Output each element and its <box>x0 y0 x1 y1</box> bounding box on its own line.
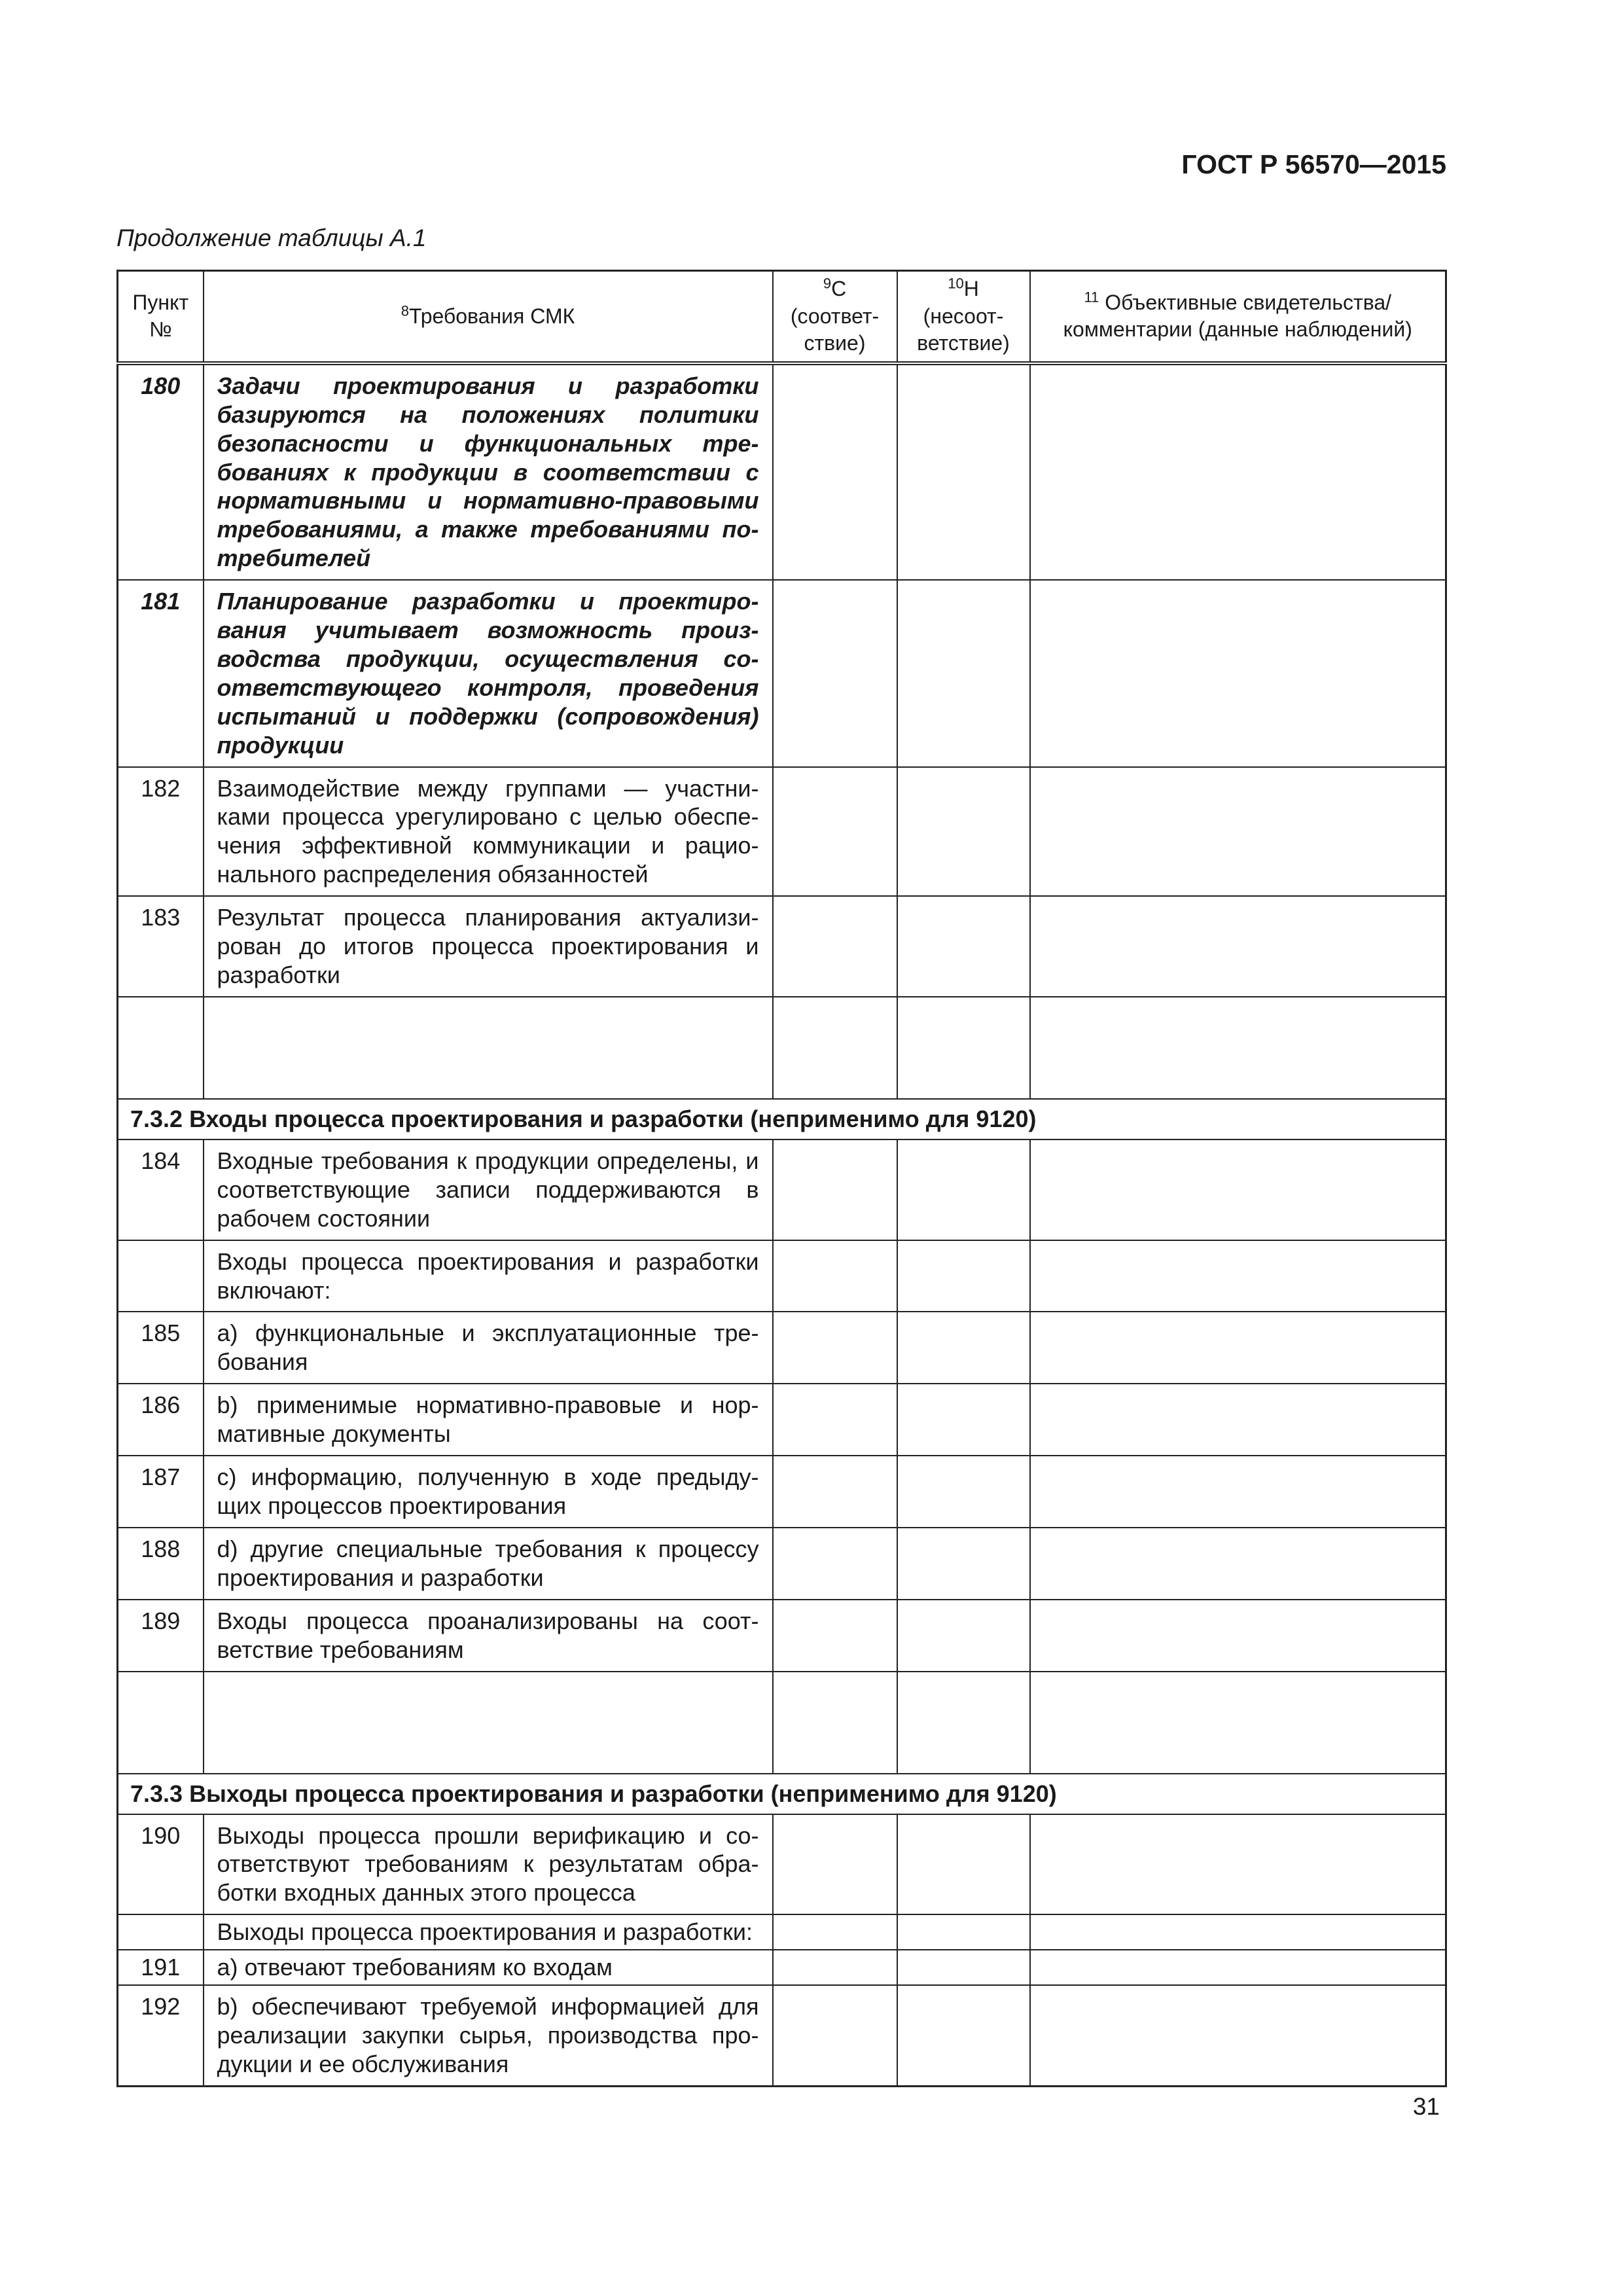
item-number: 189 <box>118 1600 204 1672</box>
nonconformity-cell[interactable] <box>897 997 1030 1099</box>
table-row <box>118 1914 1446 1950</box>
item-number: 180 <box>118 363 204 580</box>
section-heading: 7.3.3 Выходы процесса проектирования и разработки (неприменимо для 9120) <box>118 1774 1446 1814</box>
page-number: 31 <box>1412 2093 1440 2120</box>
evidence-cell[interactable] <box>1030 1456 1446 1528</box>
nonconformity-cell[interactable] <box>897 1139 1030 1240</box>
table-row <box>118 767 1446 897</box>
nonconformity-cell[interactable] <box>897 896 1030 997</box>
blank-cell <box>204 997 773 1099</box>
item-number: 186 <box>118 1384 204 1456</box>
blank-cell <box>118 997 204 1099</box>
evidence-cell[interactable] <box>1030 1240 1446 1312</box>
requirement-text: b) применимые нормативно-правовые и нор- мативные документы <box>204 1384 773 1456</box>
header-objective-evidence: $^{11}$ Объективные свидетельства/ комментарии (данные наблюдений) <box>1030 271 1446 363</box>
evidence-cell[interactable] <box>1030 580 1446 766</box>
document-code: ГОСТ Р 56570—2015 <box>1181 149 1446 179</box>
table-row <box>118 1950 1446 1985</box>
conformity-cell[interactable] <box>773 1600 897 1672</box>
evidence-cell[interactable] <box>1030 1384 1446 1456</box>
conformity-cell[interactable] <box>773 363 897 580</box>
nonconformity-cell[interactable] <box>897 1312 1030 1384</box>
nonconformity-cell[interactable] <box>897 580 1030 766</box>
evidence-cell[interactable] <box>1030 1914 1446 1950</box>
conformity-cell[interactable] <box>773 997 897 1099</box>
conformity-cell[interactable] <box>773 1240 897 1312</box>
item-number: 184 <box>118 1139 204 1240</box>
conformity-cell[interactable] <box>773 1672 897 1774</box>
evidence-cell[interactable] <box>1030 896 1446 997</box>
header-item-number: Пункт № <box>118 271 204 363</box>
conformity-cell[interactable] <box>773 767 897 897</box>
evidence-cell[interactable] <box>1030 1950 1446 1985</box>
section-heading-row <box>118 1774 1446 1814</box>
evidence-cell[interactable] <box>1030 997 1446 1099</box>
nonconformity-cell[interactable] <box>897 1528 1030 1600</box>
nonconformity-cell[interactable] <box>897 1914 1030 1950</box>
requirement-text: Взаимодействие между группами — участни- ками процесса урегулировано с целью обеспе- чения эффективной коммуникации и рацио- нального распределения обязанностей <box>204 767 773 897</box>
nonconformity-cell[interactable] <box>897 1456 1030 1528</box>
requirement-text: Результат процесса планирования актуализи- рован до итогов процесса проектирования и разработки <box>204 896 773 997</box>
requirement-text: c) информацию, полученную в ходе предыду- щих процессов проектирования <box>204 1456 773 1528</box>
table-row <box>118 1985 1446 2086</box>
item-number: 192 <box>118 1985 204 2086</box>
evidence-cell[interactable] <box>1030 1528 1446 1600</box>
table-row <box>118 1240 1446 1312</box>
conformity-cell[interactable] <box>773 1312 897 1384</box>
evidence-cell[interactable] <box>1030 1814 1446 1915</box>
blank-cell <box>204 1672 773 1774</box>
requirement-intro: Выходы процесса проектирования и разработки: <box>204 1914 773 1950</box>
evidence-cell[interactable] <box>1030 1672 1446 1774</box>
conformity-cell[interactable] <box>773 1528 897 1600</box>
conformity-cell[interactable] <box>773 1139 897 1240</box>
blank-cell <box>118 1672 204 1774</box>
table-header-row <box>118 271 1446 363</box>
evidence-cell[interactable] <box>1030 1985 1446 2086</box>
requirement-intro: Входы процесса проектирования и разработки включают: <box>204 1240 773 1312</box>
nonconformity-cell[interactable] <box>897 767 1030 897</box>
header-requirements: $^8$Требования СМК <box>204 271 773 363</box>
table-row <box>118 1456 1446 1528</box>
nonconformity-cell[interactable] <box>897 1814 1030 1915</box>
nonconformity-cell[interactable] <box>897 1985 1030 2086</box>
table-row <box>118 1528 1446 1600</box>
table-row <box>118 1600 1446 1672</box>
requirement-text: Задачи проектирования и разработки базируются на положениях политики безопасности и функциональных тре- бованиях к продукции в соответствии с нормативными и нормативно-правовыми требованиями, а также требованиями по- требителей <box>204 363 773 580</box>
requirement-text: Выходы процесса прошли верификацию и со- ответствуют требованиям к результатам обра- ботки входных данных этого процесса <box>204 1814 773 1915</box>
item-number: 181 <box>118 580 204 766</box>
item-number: 187 <box>118 1456 204 1528</box>
table-row <box>118 896 1446 997</box>
item-number: 183 <box>118 896 204 997</box>
evidence-cell[interactable] <box>1030 1600 1446 1672</box>
conformity-cell[interactable] <box>773 580 897 766</box>
nonconformity-cell[interactable] <box>897 1384 1030 1456</box>
nonconformity-cell[interactable] <box>897 1600 1030 1672</box>
section-heading-row <box>118 1099 1446 1139</box>
item-number: 185 <box>118 1312 204 1384</box>
nonconformity-cell[interactable] <box>897 363 1030 580</box>
nonconformity-cell[interactable] <box>897 1240 1030 1312</box>
table-row <box>118 580 1446 766</box>
requirement-text: a) отвечают требованиям ко входам <box>204 1950 773 1985</box>
evidence-cell[interactable] <box>1030 1312 1446 1384</box>
evidence-cell[interactable] <box>1030 363 1446 580</box>
conformity-cell[interactable] <box>773 1985 897 2086</box>
header-nonconformity: $^{10}$Н (несоот- ветствие) <box>897 271 1030 363</box>
conformity-cell[interactable] <box>773 1456 897 1528</box>
requirement-text: a) функциональные и эксплуатационные тре- бования <box>204 1312 773 1384</box>
evidence-cell[interactable] <box>1030 767 1446 897</box>
table-row <box>118 1384 1446 1456</box>
item-number: 188 <box>118 1528 204 1600</box>
table-row <box>118 1814 1446 1915</box>
item-number: 191 <box>118 1950 204 1985</box>
table-row <box>118 363 1446 580</box>
header-conformity: $^9$С (соответ- ствие) <box>773 271 897 363</box>
item-number: 190 <box>118 1814 204 1915</box>
conformity-cell[interactable] <box>773 1384 897 1456</box>
requirements-table <box>116 270 1447 2087</box>
conformity-cell[interactable] <box>773 896 897 997</box>
nonconformity-cell[interactable] <box>897 1672 1030 1774</box>
conformity-cell[interactable] <box>773 1814 897 1915</box>
table-caption: Продолжение таблицы А.1 <box>116 224 427 251</box>
item-number: 182 <box>118 767 204 897</box>
section-heading: 7.3.2 Входы процесса проектирования и разработки (неприменимо для 9120) <box>118 1099 1446 1139</box>
evidence-cell[interactable] <box>1030 1139 1446 1240</box>
table-row <box>118 1312 1446 1384</box>
conformity-cell[interactable] <box>773 1914 897 1950</box>
requirement-text: Входные требования к продукции определены, и соответствующие записи поддерживаются в рабочем состоянии <box>204 1139 773 1240</box>
table-row <box>118 1139 1446 1240</box>
requirement-text: Входы процесса проанализированы на соот- ветствие требованиям <box>204 1600 773 1672</box>
conformity-cell[interactable] <box>773 1950 897 1985</box>
nonconformity-cell[interactable] <box>897 1950 1030 1985</box>
item-number <box>118 1914 204 1950</box>
blank-row <box>118 1672 1446 1774</box>
requirement-text: Планирование разработки и проектиро- вания учитывает возможность произ- водства продукции, осуществления со- ответствующего контроля, проведения испытаний и поддержки (сопровождения) продукции <box>204 580 773 766</box>
blank-row <box>118 997 1446 1099</box>
requirement-text: b) обеспечивают требуемой информацией для реализации закупки сырья, производства про- дукции и ее обслуживания <box>204 1985 773 2086</box>
item-number <box>118 1240 204 1312</box>
requirement-text: d) другие специальные требования к процессу проектирования и разработки <box>204 1528 773 1600</box>
